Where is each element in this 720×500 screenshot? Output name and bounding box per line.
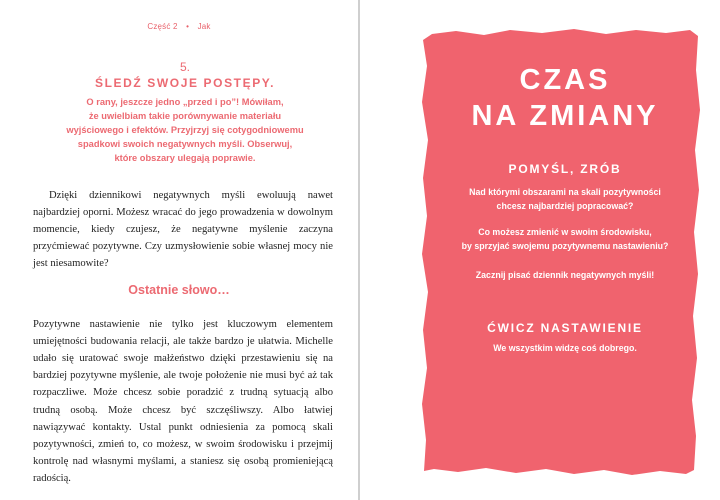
body-paragraph-1: Dzięki dziennikowi negatywnych myśli ewoluują nawet najbardziej oporni. Możesz wracać do jego prowadzenia w dowolnym momencie, kiedy czujesz, że negatywne myślenie zaczyna przyćmiewać pozytywne. Czy uzmysłowienie sobie własnej mocy nie jest niesamowite?: [33, 189, 333, 269]
question-2: Co możesz zmienić w swoim środowisku, by sprzyjać swojemu pozytywnemu nastawieniu?: [461, 227, 669, 251]
panel-title-line-2: NA ZMIANY: [471, 100, 659, 132]
action-text: Zacznij pisać dziennik negatywnych myśli!: [475, 270, 655, 280]
body-paragraph-2: Pozytywne nastawienie nie tylko jest kluczowym elementem umiejętności budowania relacji, ale także bardzo je ułatwia. Michelle udało się uratować swoje małżeństwo dzięki przestawieniu się na bardziej pozytywne myślenie, ale twoje położenie nie musi być aż tak rozpaczliwe. Może chcesz sobie poradzić z trudną sytuacją albo trudną osobą. Może chcesz być szczęśliwszy. Albo łatwiej nawiązywać kontakty. Ustal punkt odniesienia za pomocą skali pozytywności, zmień to, co możesz, w swoim środowisku i przejmij kontrolę nad własnymi myślami, a staniesz się osobą promieniejącą radością.: [33, 318, 333, 485]
running-head-part: Część 2: [147, 22, 178, 31]
practice-heading: ĆWICZ NASTAWIENIE: [487, 321, 643, 335]
think-do-heading: POMYŚL, ZRÓB: [508, 162, 622, 176]
tip-number: 5.: [179, 60, 190, 74]
question-1: Nad którymi obszarami na skali pozytywności chcesz najbardziej popracować?: [469, 187, 661, 211]
right-page: [360, 0, 720, 500]
tip-text: O rany, jeszcze jedno „przed i po”! Mówiłam, że uwielbiam takie porównywanie materiału wyjściowego i efektów. Przyjrzyj się cotygodniowemu spadkowi swoich negatywnych myśli. Obserwuj, które obszary ulegają poprawie.: [66, 97, 304, 163]
running-head-title: Jak: [197, 22, 211, 31]
tip-box: [40, 60, 330, 165]
section-title: Ostatnie słowo…: [128, 283, 230, 297]
running-head: [0, 22, 358, 31]
running-head-separator: •: [186, 22, 190, 31]
panel-title: [420, 62, 710, 134]
left-page: [0, 0, 358, 500]
motto-text: We wszystkim widzę coś dobrego.: [493, 343, 637, 353]
panel-title-line-1: CZAS: [519, 64, 611, 96]
tip-title: ŚLEDŹ SWOJE POSTĘPY.: [94, 76, 276, 90]
